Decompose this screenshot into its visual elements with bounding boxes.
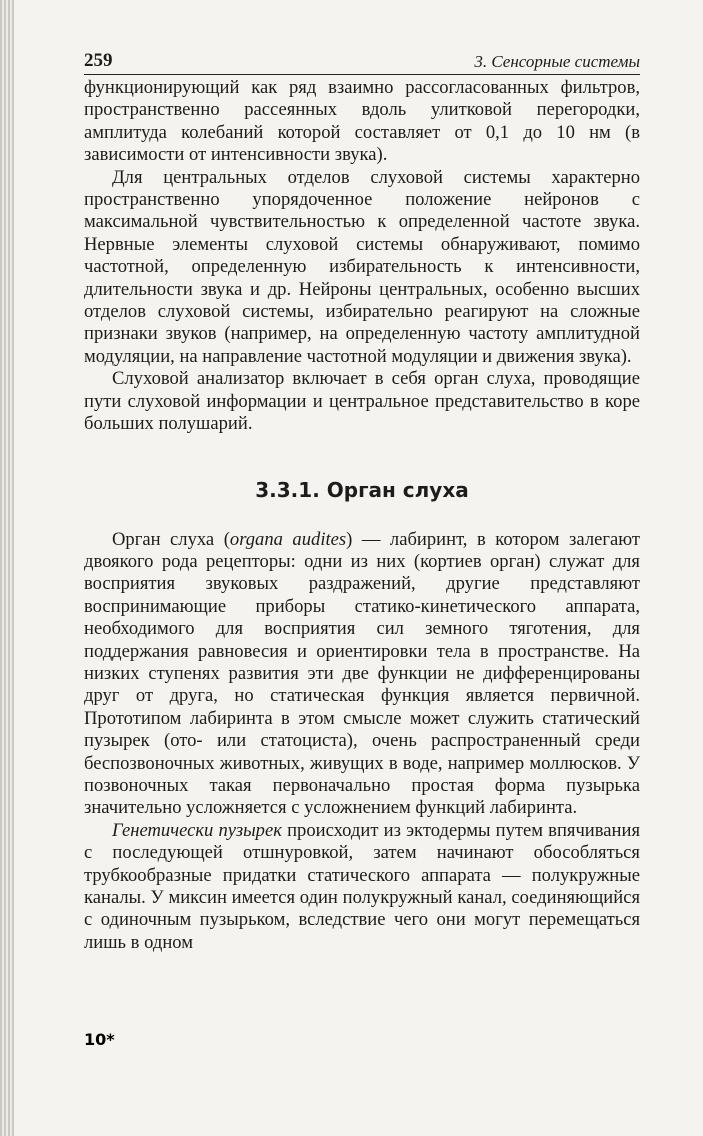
running-head: 3. Сенсорные системы: [474, 52, 640, 71]
paragraph-1: функционирующий как ряд взаимно рассогласованных фильтров, пространственно рассеянных вдоль улитковой перегородки, амплитуда колебаний которой составляет от 0,1 до 10 нм (в зависимости от интенсивности звука).: [84, 77, 640, 166]
page-header: [84, 48, 640, 75]
paragraph-4: [84, 529, 640, 820]
signature-mark: 10*: [84, 1030, 115, 1049]
latin-term: organa audites: [229, 528, 347, 550]
paragraph-5: [84, 820, 640, 954]
paragraph-5-lead: Генетически пузырек: [112, 819, 282, 841]
paragraph-5-rest: происходит из эктодермы путем впячивания с последующей отшнуровкой, затем начинают обособляться трубкообразные придатки статического аппарата — полукружные каналы. У миксин имеется один полукружный канал, соединяющийся с одиночным пузырьком, вследствие чего они могут перемещаться лишь в одном: [84, 819, 641, 953]
book-spine-shadow: [0, 0, 14, 1136]
page-number: 259: [84, 50, 113, 71]
paragraph-3: Слуховой анализатор включает в себя орган слуха, проводящие пути слуховой информации и центральное представительство в коре больших полушарий.: [84, 368, 640, 435]
book-page: [84, 48, 640, 954]
section-title: 3.3.1. Орган слуха: [255, 477, 469, 502]
paragraph-2: Для центральных отделов слуховой системы характерно пространственно упорядоченное положение нейронов с максимальной чувствительностью к определенной частоте звука. Нервные элементы слуховой системы обнаруживают, помимо частотной, определенную избирательность к интенсивности, длительности звука и др. Нейроны центральных, особенно высших отделов слуховой системы, избирательно реагируют на сложные признаки звуков (например, на определенную частоту амплитудной модуляции, на направление частотной модуляции и движения звука).: [84, 166, 640, 367]
paragraph-4-rest: ) — лабиринт, в котором залегают двоякого рода рецепторы: одни из них (кортиев орган) служат для восприятия звуковых раздражений, другие представляют воспринимающие приборы статико-кинетического аппарата, необходимого для восприятия сил земного тяготения, для поддержания равновесия и ориентировки тела в пространстве. На низких ступенях развития эти две функции не дифференцированы друг от друга, но статическая функция является первичной. Прототипом лабиринта в этом смысле может служить статический пузырек (ото- или статоциста), очень распространенный среди беспозвоночных животных, живущих в воде, например моллюсков. У позвоночных такая первоначально простая форма пузырька значительно усложняется с усложнением функций лабиринта.: [84, 528, 640, 819]
paragraph-4-start: Орган слуха (: [112, 528, 230, 550]
